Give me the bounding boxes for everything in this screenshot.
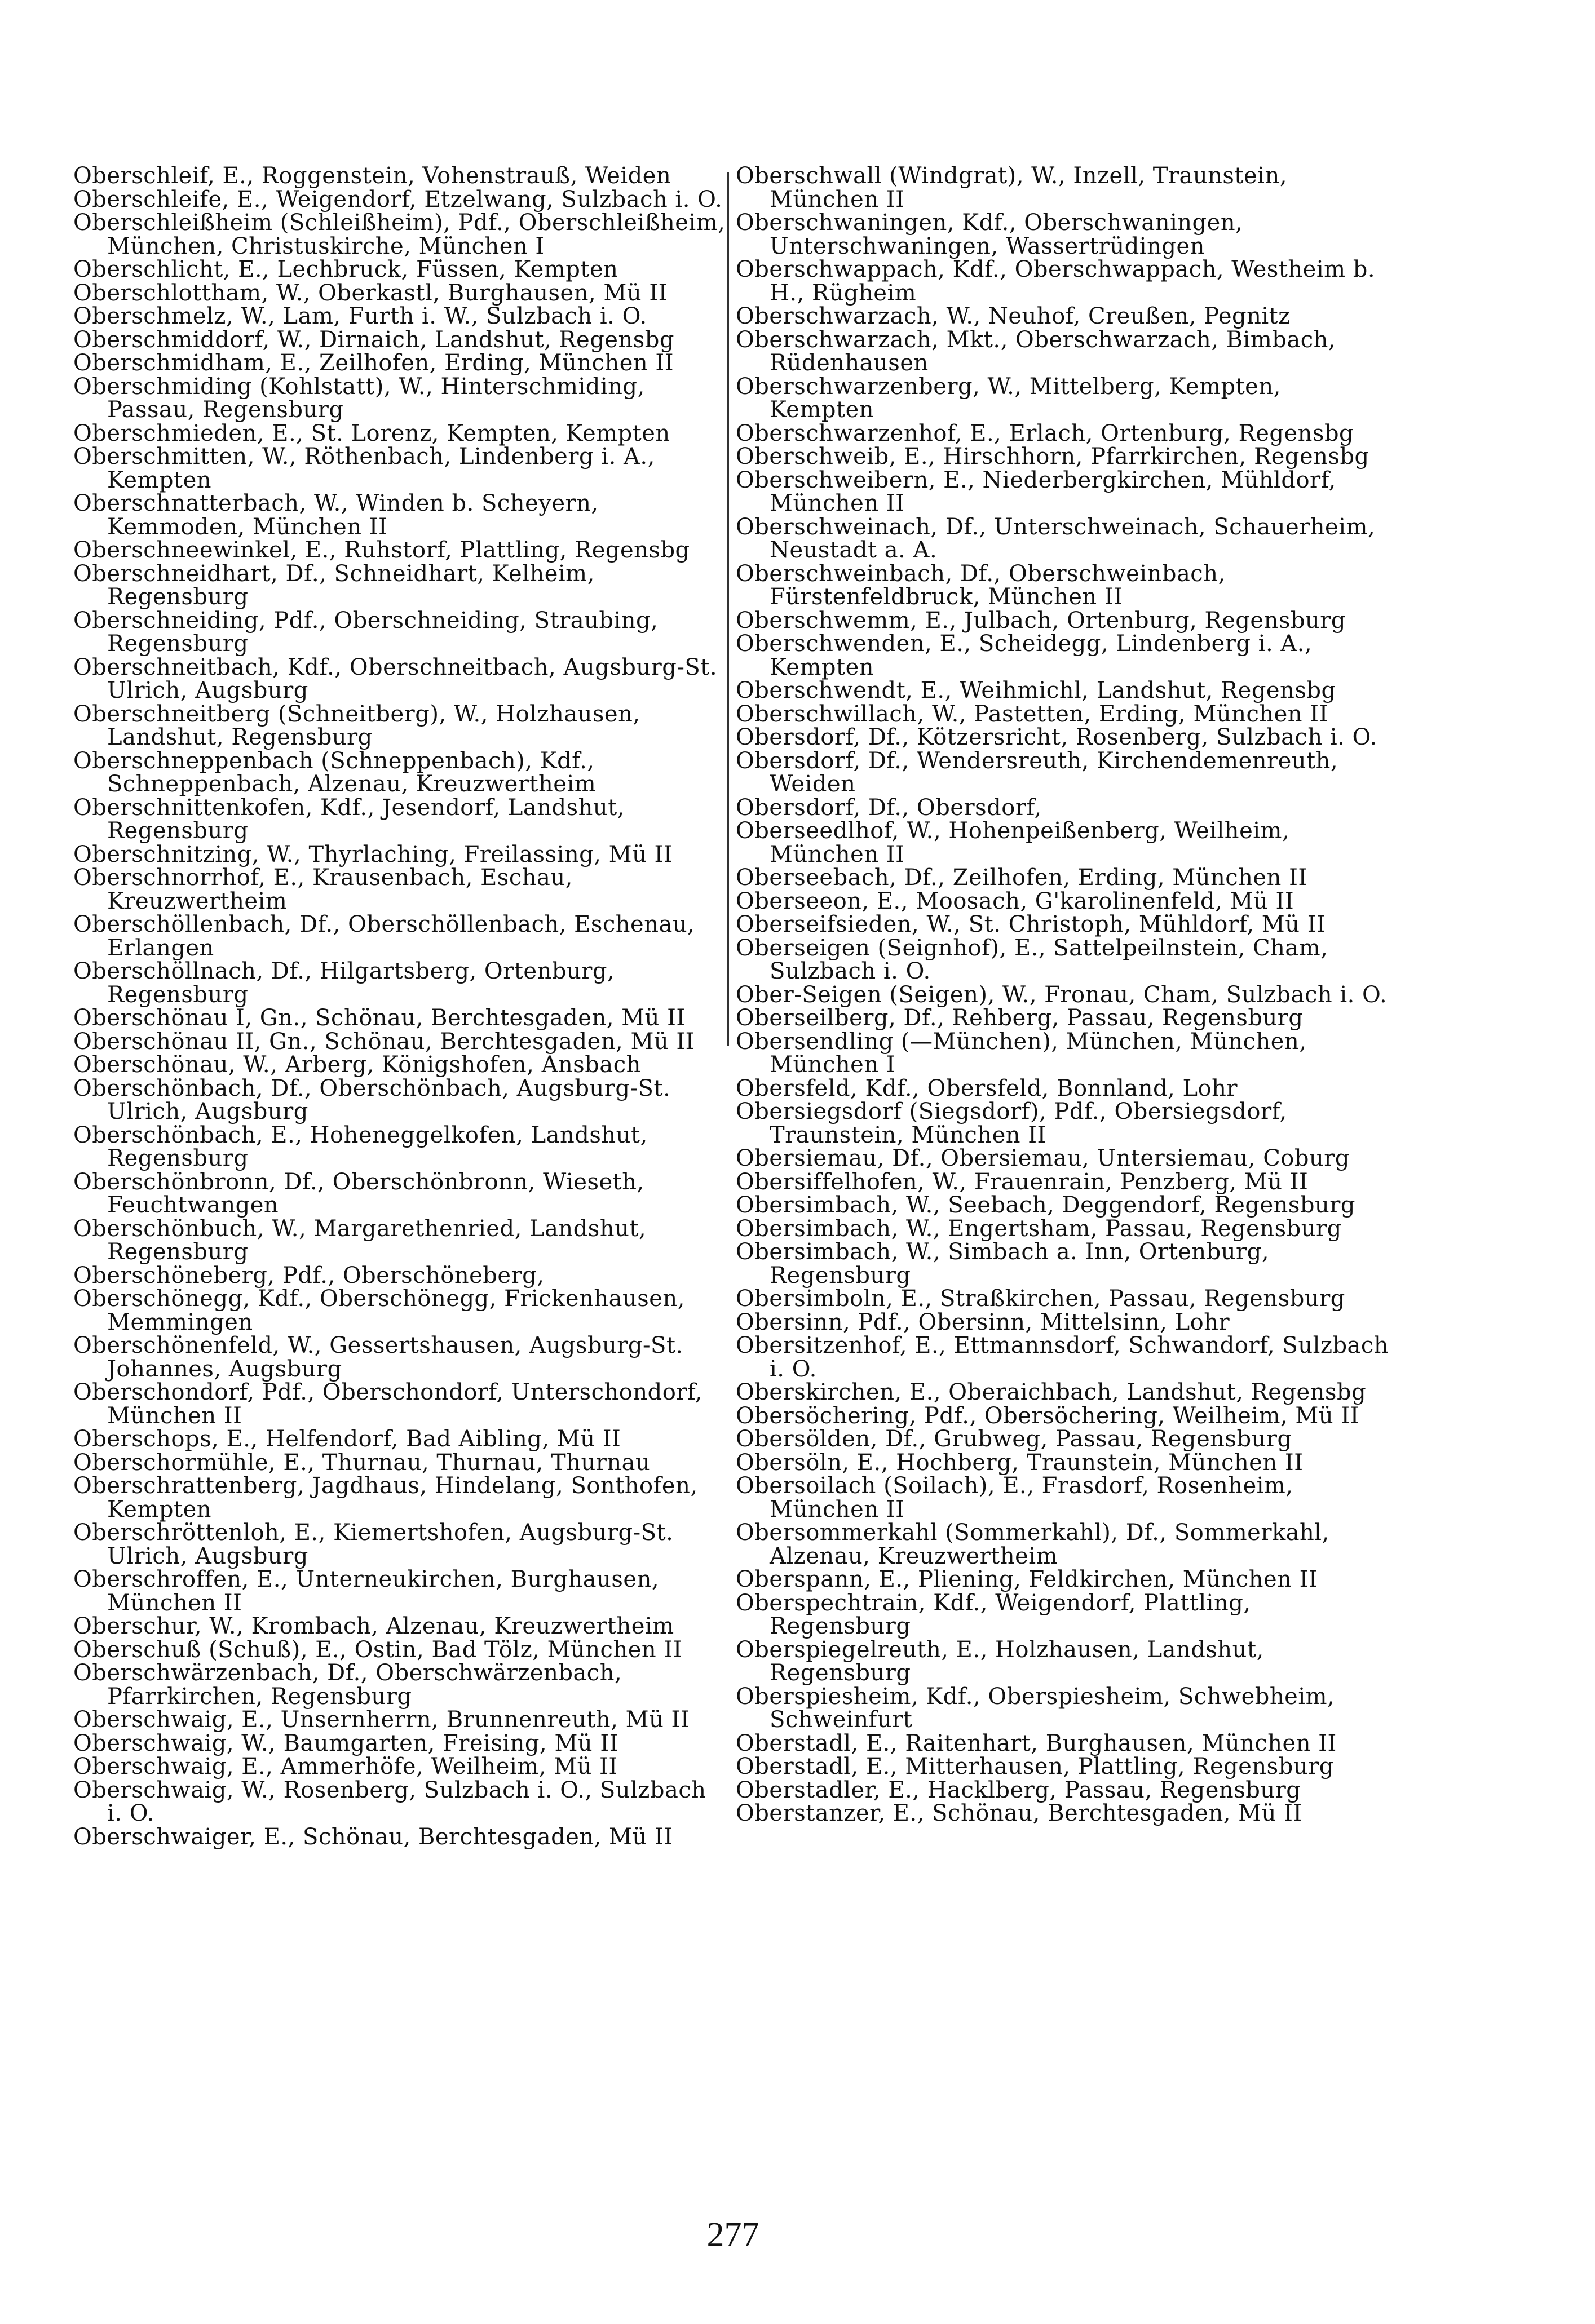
gazetteer-entry: Oberschondorf, Pdf., Oberschondorf, Unterschondorf, München II [73, 1379, 703, 1429]
gazetteer-entry: Oberschops, E., Helfendorf, Bad Aibling, Mü II [73, 1426, 621, 1452]
gazetteer-entry: Oberschwarzenberg, W., Mittelberg, Kempten, Kempten [736, 373, 1281, 423]
gazetteer-entry: Oberschwappach, Kdf., Oberschwappach, Westheim b. H., Rügheim [736, 256, 1376, 306]
gazetteer-entry: Oberschönbuch, W., Margarethenried, Landshut, Regensburg [73, 1215, 647, 1265]
gazetteer-entry: Oberschmieden, E., St. Lorenz, Kempten, Kempten [73, 420, 670, 446]
gazetteer-entry: Oberschwarzach, W., Neuhof, Creußen, Pegnitz [736, 303, 1291, 329]
gazetteer-entry: Obersdorf, Df., Wendersreuth, Kirchendemenreuth, Weiden [736, 747, 1338, 797]
gazetteer-entry: Obersimbach, W., Seebach, Deggendorf, Regensburg [736, 1192, 1355, 1218]
gazetteer-entry: Obersölden, Df., Grubweg, Passau, Regensburg [736, 1426, 1292, 1452]
gazetteer-entry: Obersitzenhof, E., Ettmannsdorf, Schwandorf, Sulzbach i. O. [736, 1333, 1389, 1382]
gazetteer-entry: Oberschmiddorf, W., Dirnaich, Landshut, Regensbg [73, 326, 674, 353]
gazetteer-entry: Oberschnorrhof, E., Krausenbach, Eschau, Kreuzwertheim [73, 865, 573, 914]
gazetteer-entry: Oberschöllenbach, Df., Oberschöllenbach, Eschenau, Erlangen [73, 911, 695, 961]
gazetteer-entry: Obersimboln, E., Straßkirchen, Passau, Regensburg [736, 1286, 1345, 1312]
gazetteer-entry: Obersoilach (Soilach), E., Frasdorf, Rosenheim, München II [736, 1473, 1293, 1522]
gazetteer-entry: Obersendling (—München), München, München, München I [736, 1028, 1307, 1078]
gazetteer-entry: Oberschlottham, W., Oberkastl, Burghausen, Mü II [73, 280, 668, 306]
gazetteer-entry: Oberschneitberg (Schneitberg), W., Holzhausen, Landshut, Regensburg [73, 701, 640, 750]
gazetteer-entry: Oberschroffen, E., Unterneukirchen, Burghausen, München II [73, 1566, 660, 1616]
gazetteer-entry: Oberschlicht, E., Lechbruck, Füssen, Kempten [73, 256, 618, 282]
gazetteer-entry: Oberstadler, E., Hacklberg, Passau, Regensburg [736, 1777, 1301, 1803]
gazetteer-entry: Oberschneiding, Pdf., Oberschneiding, Straubing, Regensburg [73, 607, 659, 657]
gazetteer-entry: Oberschöllnach, Df., Hilgartsberg, Ortenburg, Regensburg [73, 958, 615, 1008]
gazetteer-entry: Oberschneidhart, Df., Schneidhart, Kelheim, Regensburg [73, 560, 595, 610]
gazetteer-entry: Oberschuß (Schuß), E., Ostin, Bad Tölz, München II [73, 1636, 682, 1663]
gazetteer-entry: Oberschröttenloh, E., Kiemertshofen, Augsburg-St. Ulrich, Augsburg [73, 1520, 674, 1569]
gazetteer-entry: Oberschwall (Windgrat), W., Inzell, Traunstein, München II [736, 163, 1287, 213]
gazetteer-entry: Obersimbach, W., Engertsham, Passau, Regensburg [736, 1215, 1342, 1242]
gazetteer-entry: Obersiegsdorf (Siegsdorf), Pdf., Obersiegsdorf, Traunstein, München II [736, 1099, 1287, 1148]
gazetteer-entry: Oberschönegg, Kdf., Oberschönegg, Frickenhausen, Memmingen [73, 1286, 685, 1335]
gazetteer-entry: Oberschwaningen, Kdf., Oberschwaningen, Unterschwaningen, Wassertrüdingen [736, 210, 1243, 259]
gazetteer-entry: Obersdorf, Df., Obersdorf, [736, 794, 1042, 821]
gazetteer-entry: Oberschönenfeld, W., Gessertshausen, Augsburg-St. Johannes, Augsburg [73, 1333, 683, 1382]
gazetteer-entry: Obersdorf, Df., Kötzersricht, Rosenberg, Sulzbach i. O. [736, 724, 1377, 750]
gazetteer-entry: Oberschneppenbach (Schneppenbach), Kdf., Schneppenbach, Alzenau, Kreuzwertheim [73, 747, 597, 797]
gazetteer-entry: Oberschmidham, E., Zeilhofen, Erding, München II [73, 350, 674, 376]
gazetteer-entry: Oberschur, W., Krombach, Alzenau, Kreuzwertheim [73, 1613, 674, 1639]
gazetteer-entry: Oberschönau I, Gn., Schönau, Berchtesgaden, Mü II [73, 1005, 686, 1031]
gazetteer-entry: Oberschneewinkel, E., Ruhstorf, Plattling, Regensbg [73, 537, 690, 563]
gazetteer-entry: Oberschweib, E., Hirschhorn, Pfarrkirchen, Regensbg [736, 444, 1369, 470]
gazetteer-entry: Oberschleife, E., Weigendorf, Etzelwang, Sulzbach i. O. [73, 186, 723, 213]
gazetteer-entry: Oberspann, E., Pliening, Feldkirchen, München II [736, 1566, 1318, 1592]
gazetteer-entry: Obersöln, E., Hochberg, Traunstein, München II [736, 1449, 1304, 1476]
gazetteer-entry: Oberschöneberg, Pdf., Oberschöneberg, [73, 1262, 545, 1289]
gazetteer-entry: Oberschmitten, W., Röthenbach, Lindenberg i. A., Kempten [73, 444, 655, 493]
gazetteer-entry: Ober-Seigen (Seigen), W., Fronau, Cham, Sulzbach i. O. [736, 981, 1388, 1008]
gazetteer-entry: Oberspechtrain, Kdf., Weigendorf, Plattling, Regensburg [736, 1590, 1251, 1639]
gazetteer-entry: Oberseilberg, Df., Rehberg, Passau, Regensburg [736, 1005, 1304, 1031]
gazetteer-entry: Oberstanzer, E., Schönau, Berchtesgaden, Mü II [736, 1800, 1302, 1826]
gazetteer-entry: Oberschnitzing, W., Thyrlaching, Freilassing, Mü II [73, 841, 673, 867]
gazetteer-entry: Oberschönau II, Gn., Schönau, Berchtesgaden, Mü II [73, 1028, 695, 1055]
page-number: 277 [706, 2216, 759, 2254]
gazetteer-entry: Oberseedlhof, W., Hohenpeißenberg, Weilheim, München II [736, 818, 1290, 867]
gazetteer-entry: Oberschwendt, E., Weihmichl, Landshut, Regensbg [736, 678, 1336, 703]
gazetteer-entry: Oberschleißheim (Schleißheim), Pdf., Oberschleißheim, München, Christuskirche, München I [73, 210, 726, 259]
column-divider [727, 172, 729, 1046]
gazetteer-entry: Oberschnatterbach, W., Winden b. Scheyern, Kemmoden, München II [73, 490, 599, 540]
gazetteer-entry: Oberschwarzenhof, E., Erlach, Ortenburg, Regensbg [736, 420, 1354, 446]
gazetteer-entry: Oberschleif, E., Roggenstein, Vohenstrauß, Weiden [73, 163, 671, 189]
gazetteer-entry: Obersommerkahl (Sommerkahl), Df., Sommerkahl, Alzenau, Kreuzwertheim [736, 1520, 1329, 1569]
gazetteer-entry: Oberschönau, W., Arberg, Königshofen, Ansbach [73, 1052, 641, 1078]
gazetteer-entry: Oberseebach, Df., Zeilhofen, Erding, München II [736, 865, 1307, 891]
gazetteer-entry: Oberstadl, E., Mitterhausen, Plattling, Regensburg [736, 1754, 1334, 1779]
gazetteer-entry: Oberspiegelreuth, E., Holzhausen, Landshut, Regensburg [736, 1636, 1264, 1686]
gazetteer-entry: Oberschormühle, E., Thurnau, Thurnau, Thurnau [73, 1449, 651, 1476]
gazetteer-entry: Oberschwenden, E., Scheidegg, Lindenberg i. A., Kempten [736, 631, 1313, 680]
gazetteer-entry: Oberskirchen, E., Oberaichbach, Landshut, Regensbg [736, 1379, 1367, 1405]
gazetteer-entry: Oberstadl, E., Raitenhart, Burghausen, München II [736, 1730, 1337, 1756]
gazetteer-entry: Oberschweinach, Df., Unterschweinach, Schauerheim, Neustadt a. A. [736, 514, 1376, 563]
gazetteer-entry: Obersiffelhofen, W., Frauenrain, Penzberg, Mü II [736, 1168, 1309, 1195]
gazetteer-entry: Oberschwemm, E., Julbach, Ortenburg, Regensburg [736, 607, 1346, 634]
gazetteer-entry: Oberschmiding (Kohlstatt), W., Hinterschmiding, Passau, Regensburg [73, 373, 645, 423]
gazetteer-entry: Oberseigen (Seignhof), E., Sattelpeilnstein, Cham, Sulzbach i. O. [736, 935, 1328, 984]
gazetteer-entry: Oberschrattenberg, Jagdhaus, Hindelang, Sonthofen, Kempten [73, 1473, 698, 1522]
gazetteer-entry: Oberschmelz, W., Lam, Furth i. W., Sulzbach i. O. [73, 303, 647, 329]
gazetteer-entry: Oberschwärzenbach, Df., Oberschwärzenbach, Pfarrkirchen, Regensburg [73, 1660, 622, 1710]
gazetteer-entry: Oberschwaig, W., Baumgarten, Freising, Mü II [73, 1730, 618, 1756]
gazetteer-entry: Oberschwarzach, Mkt., Oberschwarzach, Bimbach, Rüdenhausen [736, 326, 1336, 376]
gazetteer-entry: Oberschönbach, E., Hoheneggelkofen, Landshut, Regensburg [73, 1122, 648, 1171]
gazetteer-entry: Oberschwaig, E., Ammerhöfe, Weilheim, Mü II [73, 1754, 618, 1779]
gazetteer-entry: Obersimbach, W., Simbach a. Inn, Ortenburg, Regensburg [736, 1239, 1269, 1289]
gazetteer-entry: Obersiemau, Df., Obersiemau, Untersiemau, Coburg [736, 1145, 1350, 1171]
gazetteer-entry: Oberseifsieden, W., St. Christoph, Mühldorf, Mü II [736, 911, 1326, 937]
gazetteer-entry: Oberschnittenkofen, Kdf., Jesendorf, Landshut, Regensburg [73, 794, 625, 844]
gazetteer-entry: Oberspiesheim, Kdf., Oberspiesheim, Schwebheim, Schweinfurt [736, 1683, 1335, 1733]
gazetteer-entry: Oberschweinbach, Df., Oberschweinbach, Fürstenfeldbruck, München II [736, 560, 1226, 610]
gazetteer-entry: Obersfeld, Kdf., Obersfeld, Bonnland, Lohr [736, 1075, 1238, 1101]
gazetteer-entry: Oberschweibern, E., Niederbergkirchen, Mühldorf, München II [736, 467, 1336, 516]
gazetteer-entry: Oberschneitbach, Kdf., Oberschneitbach, Augsburg-St. Ulrich, Augsburg [73, 654, 718, 703]
gazetteer-entry: Oberseeon, E., Moosach, G'karolinenfeld, Mü II [736, 888, 1294, 914]
gazetteer-entry: Oberschönbronn, Df., Oberschönbronn, Wieseth, Feuchtwangen [73, 1168, 644, 1218]
right-column [736, 165, 1390, 1826]
gazetteer-entry: Oberschwillach, W., Pastetten, Erding, München II [736, 701, 1328, 727]
gazetteer-entry: Oberschwaig, E., Unsernherrn, Brunnenreuth, Mü II [73, 1707, 690, 1733]
gazetteer-entry: Oberschwaig, W., Rosenberg, Sulzbach i. O., Sulzbach i. O. [73, 1777, 706, 1826]
gazetteer-entry: Oberschönbach, Df., Oberschönbach, Augsburg-St. Ulrich, Augsburg [73, 1075, 671, 1125]
gazetteer-entry: Obersöchering, Pdf., Obersöchering, Weilheim, Mü II [736, 1402, 1359, 1429]
gazetteer-entry: Obersinn, Pdf., Obersinn, Mittelsinn, Lohr [736, 1309, 1230, 1335]
left-column [73, 165, 727, 1849]
gazetteer-entry: Oberschwaiger, E., Schönau, Berchtesgaden, Mü II [73, 1823, 673, 1850]
